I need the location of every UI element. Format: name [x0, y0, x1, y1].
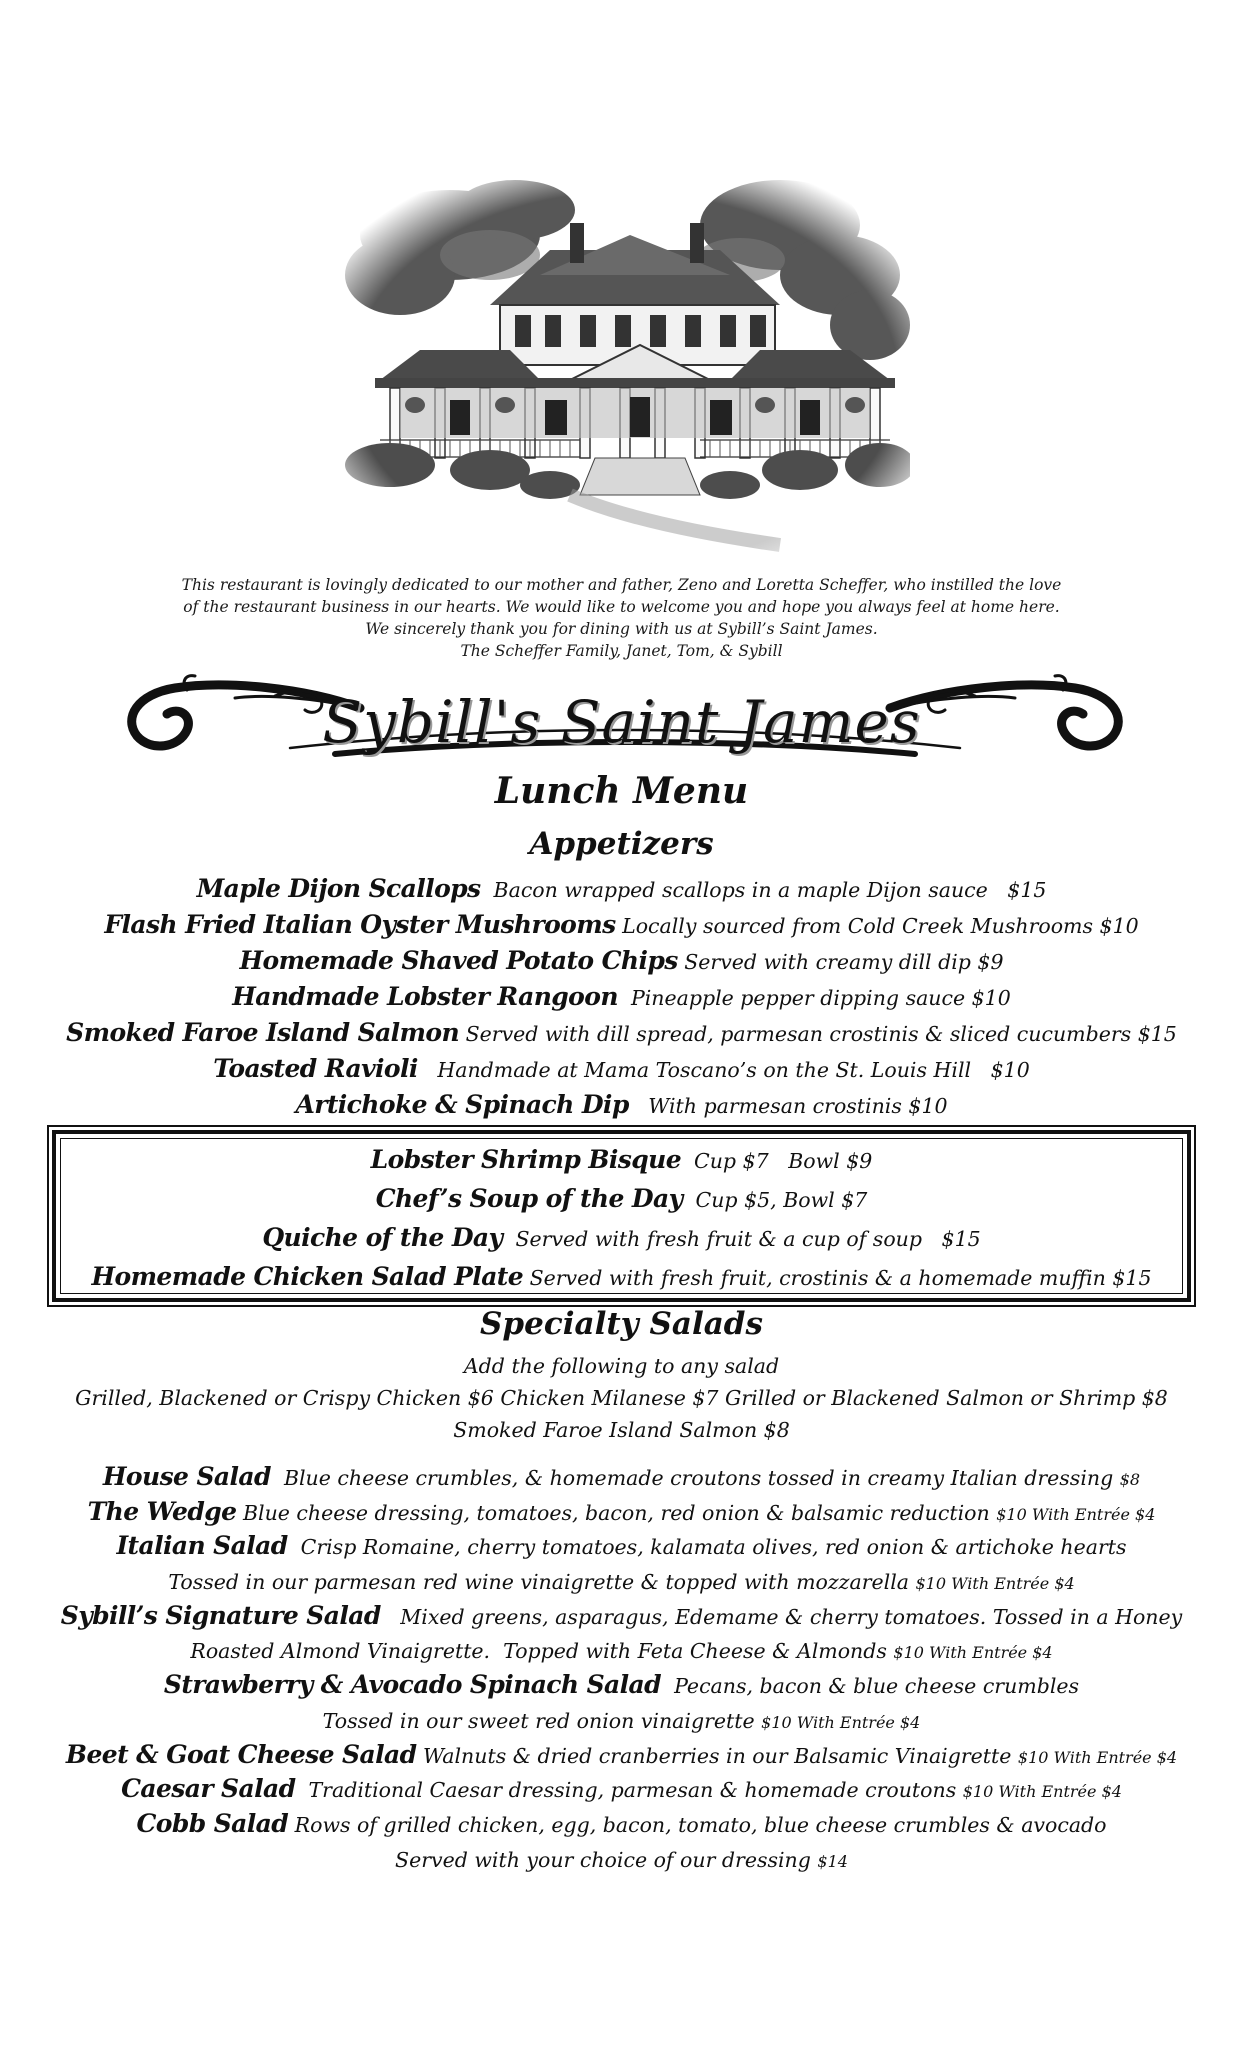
- item-description: Served with your choice of our dressing: [395, 1847, 818, 1872]
- menu-item: [40, 1015, 1203, 1051]
- item-description: Pecans, bacon & blue cheese crumbles: [661, 1674, 1080, 1699]
- item-description: Cup $7 Bowl $9: [681, 1149, 873, 1173]
- menu-item: [52, 1140, 1191, 1179]
- item-description: Locally sourced from Cold Creek Mushrooms $10: [615, 914, 1139, 938]
- item-name: Lobster Shrimp Bisque: [370, 1145, 682, 1174]
- salads-title: Specialty Salads: [480, 1306, 763, 1342]
- restaurant-name: Sybill's Saint James: [322, 688, 921, 756]
- menu-item-continuation: [40, 1633, 1203, 1668]
- item-description: Walnuts & dried cranberries in our Balsamic Vinaigrette: [416, 1743, 1018, 1768]
- dedication-text: [100, 574, 1143, 662]
- item-name: The Wedge: [87, 1496, 237, 1526]
- menu-item: [40, 1051, 1203, 1087]
- item-name: Cobb Salad: [136, 1808, 289, 1838]
- item-description: Traditional Caesar dressing, parmesan & homemade croutons: [295, 1778, 963, 1803]
- menu-item: [40, 1668, 1203, 1703]
- item-name: Maple Dijon Scallops: [196, 874, 481, 903]
- item-description: Crisp Romaine, cherry tomatoes, kalamata olives, red onion & artichoke hearts: [287, 1535, 1127, 1560]
- appetizers-list: [40, 871, 1203, 1123]
- menu-item: [40, 1738, 1203, 1773]
- item-price: $10 With Entrée $4: [915, 1574, 1075, 1594]
- item-name: Homemade Shaved Potato Chips: [239, 946, 678, 975]
- menu-item: [40, 1529, 1203, 1564]
- item-price: $10 With Entrée $4: [996, 1504, 1156, 1524]
- menu-item: [40, 871, 1203, 907]
- item-description: Roasted Almond Vinaigrette. Topped with Feta Cheese & Almonds: [190, 1639, 894, 1664]
- item-name: Artichoke & Spinach Dip: [295, 1090, 629, 1119]
- item-price: $14: [817, 1851, 848, 1871]
- menu-item: [52, 1218, 1191, 1257]
- item-price: $10 With Entrée $4: [893, 1643, 1053, 1663]
- menu-item-continuation: [40, 1564, 1203, 1599]
- item-name: Sybill’s Signature Salad: [60, 1600, 381, 1630]
- item-name: House Salad: [102, 1462, 271, 1491]
- add-on-line: Grilled, Blackened or Crispy Chicken $6 Chicken Milanese $7 Grilled or Blackened Salmon or Shrimp $8: [75, 1386, 1168, 1410]
- item-name: Flash Fried Italian Oyster Mushrooms: [104, 910, 616, 939]
- item-name: Handmade Lobster Rangoon: [232, 982, 618, 1011]
- add-on-line: Add the following to any salad: [463, 1354, 780, 1378]
- item-price: $8: [1119, 1470, 1141, 1489]
- house-illustration: [340, 165, 910, 555]
- item-description: With parmesan crostinis $10: [628, 1094, 948, 1118]
- menu-item: [52, 1257, 1191, 1296]
- add-on-line: Smoked Faroe Island Salmon $8: [453, 1418, 790, 1442]
- dedication-signature: The Scheffer Family, Janet, Tom, & Sybill: [460, 642, 783, 660]
- menu-item: [40, 979, 1203, 1015]
- appetizers-title: Appetizers: [529, 826, 714, 862]
- dedication-line: of the restaurant business in our hearts. We would like to welcome you and hope you always feel at home here.: [183, 598, 1060, 616]
- item-description: Rows of grilled chicken, egg, bacon, tomato, blue cheese crumbles & avocado: [288, 1812, 1107, 1837]
- soups-list: [52, 1140, 1191, 1296]
- item-name: Chef’s Soup of the Day: [375, 1184, 683, 1213]
- item-price: $10 With Entrée $4: [962, 1782, 1122, 1802]
- menu-item: [40, 943, 1203, 979]
- menu-item-continuation: [40, 1842, 1203, 1877]
- item-name: Homemade Chicken Salad Plate: [91, 1262, 524, 1291]
- menu-item: [40, 1087, 1203, 1123]
- menu-item: [40, 1599, 1203, 1634]
- item-description: Blue cheese dressing, tomatoes, bacon, red onion & balsamic reduction: [236, 1500, 997, 1525]
- item-description: Tossed in our parmesan red wine vinaigrette & topped with mozzarella: [168, 1570, 916, 1595]
- menu-item: [40, 1807, 1203, 1842]
- item-name: Toasted Ravioli: [213, 1054, 418, 1083]
- item-name: Italian Salad: [116, 1531, 288, 1561]
- item-description: Served with fresh fruit, crostinis & a homemade muffin $15: [523, 1266, 1152, 1290]
- item-name: Beet & Goat Cheese Salad: [65, 1739, 417, 1769]
- menu-item: [40, 1772, 1203, 1807]
- item-description: Pineapple pepper dipping sauce $10: [617, 986, 1011, 1010]
- dedication-line: We sincerely thank you for dining with us at Sybill’s Saint James.: [365, 620, 878, 638]
- item-name: Strawberry & Avocado Spinach Salad: [163, 1670, 662, 1700]
- item-description: Bacon wrapped scallops in a maple Dijon sauce $15: [480, 878, 1047, 902]
- item-description: Mixed greens, asparagus, Edemame & cherry tomatoes. Tossed in a Honey: [380, 1604, 1183, 1629]
- item-price: $10 With Entrée $4: [761, 1712, 921, 1732]
- item-name: Smoked Faroe Island Salmon: [66, 1018, 460, 1047]
- item-description: Served with creamy dill dip $9: [677, 950, 1004, 974]
- dedication-line: This restaurant is lovingly dedicated to our mother and father, Zeno and Loretta Scheffer, who instilled the love: [181, 576, 1062, 594]
- menu-item: [40, 907, 1203, 943]
- item-description: Handmade at Mama Toscano’s on the St. Louis Hill $10: [417, 1058, 1030, 1082]
- salads-list: [40, 1460, 1203, 1876]
- menu-item: [52, 1179, 1191, 1218]
- item-price: $10 With Entrée $4: [1017, 1747, 1178, 1767]
- menu-item: [40, 1460, 1203, 1495]
- item-description: Served with dill spread, parmesan crostinis & sliced cucumbers $15: [459, 1022, 1177, 1046]
- menu-title: Lunch Menu: [494, 770, 749, 812]
- item-name: Caesar Salad: [121, 1774, 296, 1804]
- menu-item-continuation: [40, 1703, 1203, 1738]
- item-description: Cup $5, Bowl $7: [682, 1188, 868, 1212]
- item-description: Blue cheese crumbles, & homemade croutons tossed in creamy Italian dressing: [270, 1466, 1120, 1490]
- item-name: Quiche of the Day: [262, 1223, 503, 1252]
- item-description: Served with fresh fruit & a cup of soup $15: [502, 1227, 981, 1251]
- salad-add-ons: [40, 1350, 1203, 1446]
- item-description: Tossed in our sweet red onion vinaigrette: [322, 1708, 762, 1733]
- menu-item: [40, 1495, 1203, 1530]
